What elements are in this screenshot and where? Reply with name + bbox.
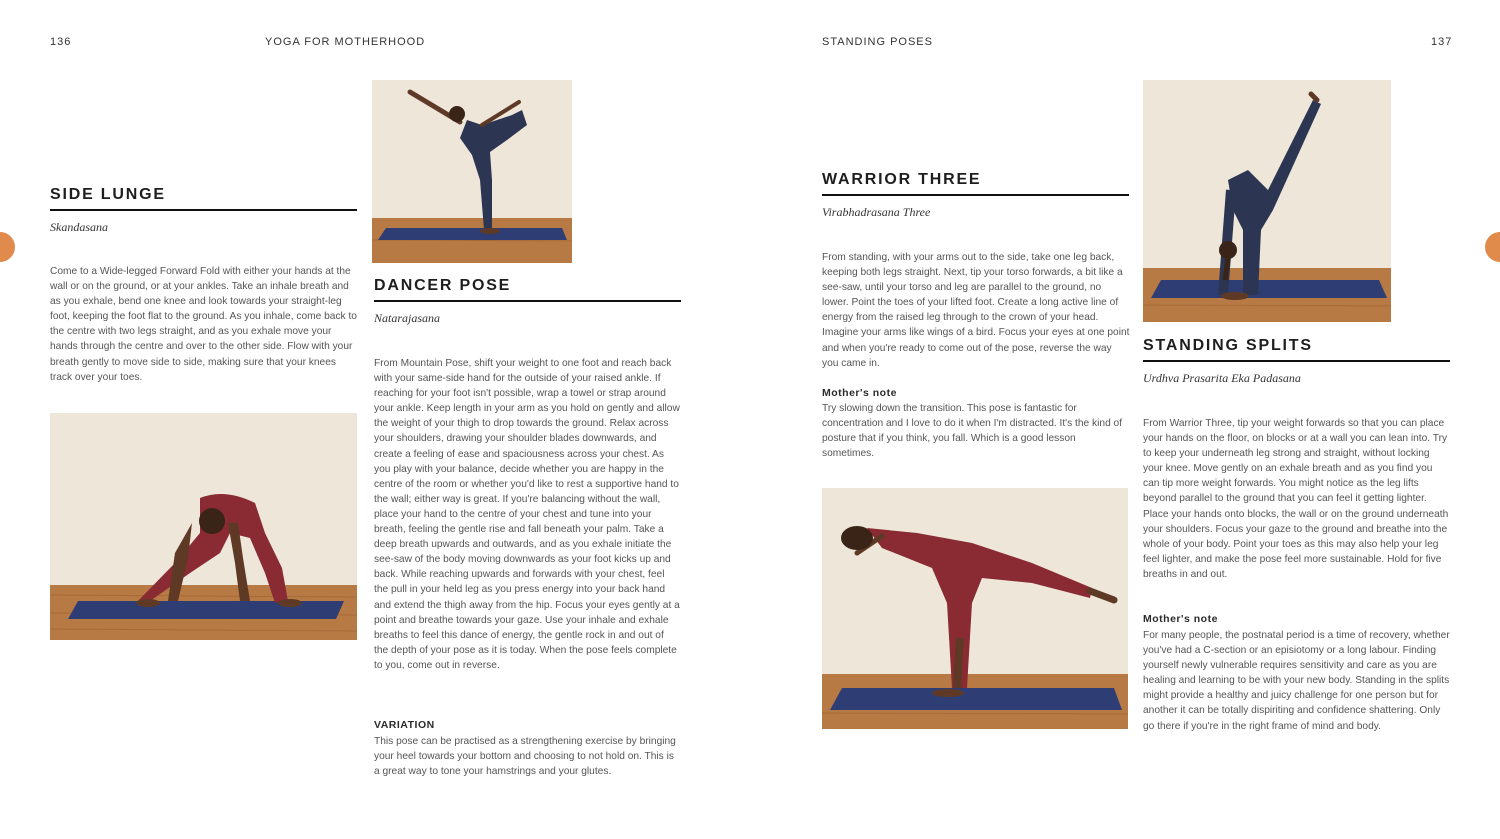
- dancer-pose-photo: [372, 80, 572, 263]
- dancer-pose-heading: DANCER POSE: [374, 277, 681, 302]
- side-lunge-heading: SIDE LUNGE: [50, 186, 357, 211]
- warrior-three-photo: [822, 488, 1128, 729]
- dancer-pose-body: From Mountain Pose, shift your weight to one foot and reach back with your same-side hand for the outside of your raised ankle. If reaching for your foot isn't possible, wrap a towel or strap around your ankle. Keep length in your arm as you hold on gently and allow the weight of your thigh to drop towards the ground. Relax across your shoulders, drawing your shoulder blades downwards, and create a feeling of ease and spaciousness across your chest. As you play with your balance, decide whether you are happy in the centre of the room or whether you'd like to rest a supportive hand to the wall; either way is great. If you're balancing without the wall, place your hand to the centre of your chest and tune into your breath, feeling the gentle rise and fall beneath your palm. Take a deep breath upwards and outwards, and as you exhale initiate the see-saw of the body moving downwards as your foot kicks up and back. While reaching upwards and forwards with your chest, feel the pull in your held leg as you press energy into your back hand and extend the thigh away from the hip. Focus your eyes gently at a point and breathe towards your gaze. Use your inhale and exhale breaths to feel this dance of energy, the gentle rock in and out of the depth of your pose as it is today. When the pose feels complete to you, come out in reverse.: [374, 358, 680, 671]
- side-lunge-photo: [50, 413, 357, 640]
- right-running-head: STANDING POSES: [822, 36, 933, 48]
- variation-body: This pose can be practised as a strengthening exercise by bringing your heel towards your bottom and choosing to not hold on. This is a great way to tone your hamstrings and your glutes.: [374, 736, 676, 778]
- warrior-three-note-body: Try slowing down the transition. This pose is fantastic for concentration and I love to do it when I'm distracted. It's the kind of posture that if you think, you fall. Which is a good lesson sometimes.: [822, 403, 1123, 460]
- left-running-head: YOGA FOR MOTHERHOOD: [265, 36, 426, 48]
- warrior-three-heading: WARRIOR THREE: [822, 171, 1129, 196]
- standing-splits-sanskrit: Urdhva Prasarita Eka Padasana: [1143, 371, 1301, 385]
- left-edge-tab: [0, 232, 15, 262]
- dancer-pose-sanskrit: Natarajasana: [374, 311, 441, 325]
- warrior-three-body: From standing, with your arms out to the side, take one leg back, keeping both legs straight. Next, tip your torso forwards, a bit like a see-saw, until your torso and leg are parallel to the ground, no lower. Point the toes of your lifted foot. Create a long active line of energy from the raised leg through to the crown of your head. Imagine your arms like wings of a bird. Focus your eyes at one point and when you're ready to come out of the pose, reverse the way you came in.: [822, 252, 1130, 369]
- side-lunge-sanskrit: Skandasana: [50, 220, 108, 234]
- standing-splits-note-body: For many people, the postnatal period is a time of recovery, whether you've had a C-section or an episiotomy or a long labour. Finding yourself newly vulnerable requires sensitivity and care as you are healing and learning to be with your new body. Standing in the splits might provide a healthy and juicy challenge for one person but for another it can be totally dispiriting and confidence shattering. Only go there if you're in the right frame of mind and body.: [1143, 630, 1450, 732]
- standing-splits-note-title: Mother's note: [1143, 613, 1218, 625]
- standing-splits-photo: [1143, 80, 1391, 322]
- warrior-three-note-title: Mother's note: [822, 387, 897, 399]
- variation-heading: VARIATION: [374, 719, 435, 731]
- standing-splits-body: From Warrior Three, tip your weight forwards so that you can place your hands on the floor, on blocks or at a wall you can lean into. Try to keep your underneath leg strong and straight, without locking your knee. Move gently on an exhale breath and as you find you can tip more weight forwards. You might notice as the leg lifts beyond parallel to the ground that you can feel it getting lighter. Place your hands onto blocks, the wall or on the ground underneath your shoulders. Focus your gaze to the ground and breathe into the whole of your body. Point your toes as this may also help your leg feel lighter, and make the pose feel more sustainable. Hold for five breaths in and out.: [1143, 418, 1449, 580]
- side-lunge-body: Come to a Wide-legged Forward Fold with either your hands at the wall or on the ground, or at your ankles. Take an inhale breath and as you exhale, bend one knee and look towards your straight-leg foot, keeping the foot flat to the ground. As you inhale, come back to the centre with two legs straight, and as you exhale move your hands through the centre and over to the other side. Flow with your breath gently to move side to side, making sure that your knees track over your toes.: [50, 266, 357, 383]
- standing-splits-heading: STANDING SPLITS: [1143, 337, 1450, 362]
- right-page-number: 137: [1431, 36, 1453, 48]
- right-edge-tab: [1485, 232, 1500, 262]
- warrior-three-sanskrit: Virabhadrasana Three: [822, 205, 931, 219]
- left-page-number: 136: [50, 36, 72, 48]
